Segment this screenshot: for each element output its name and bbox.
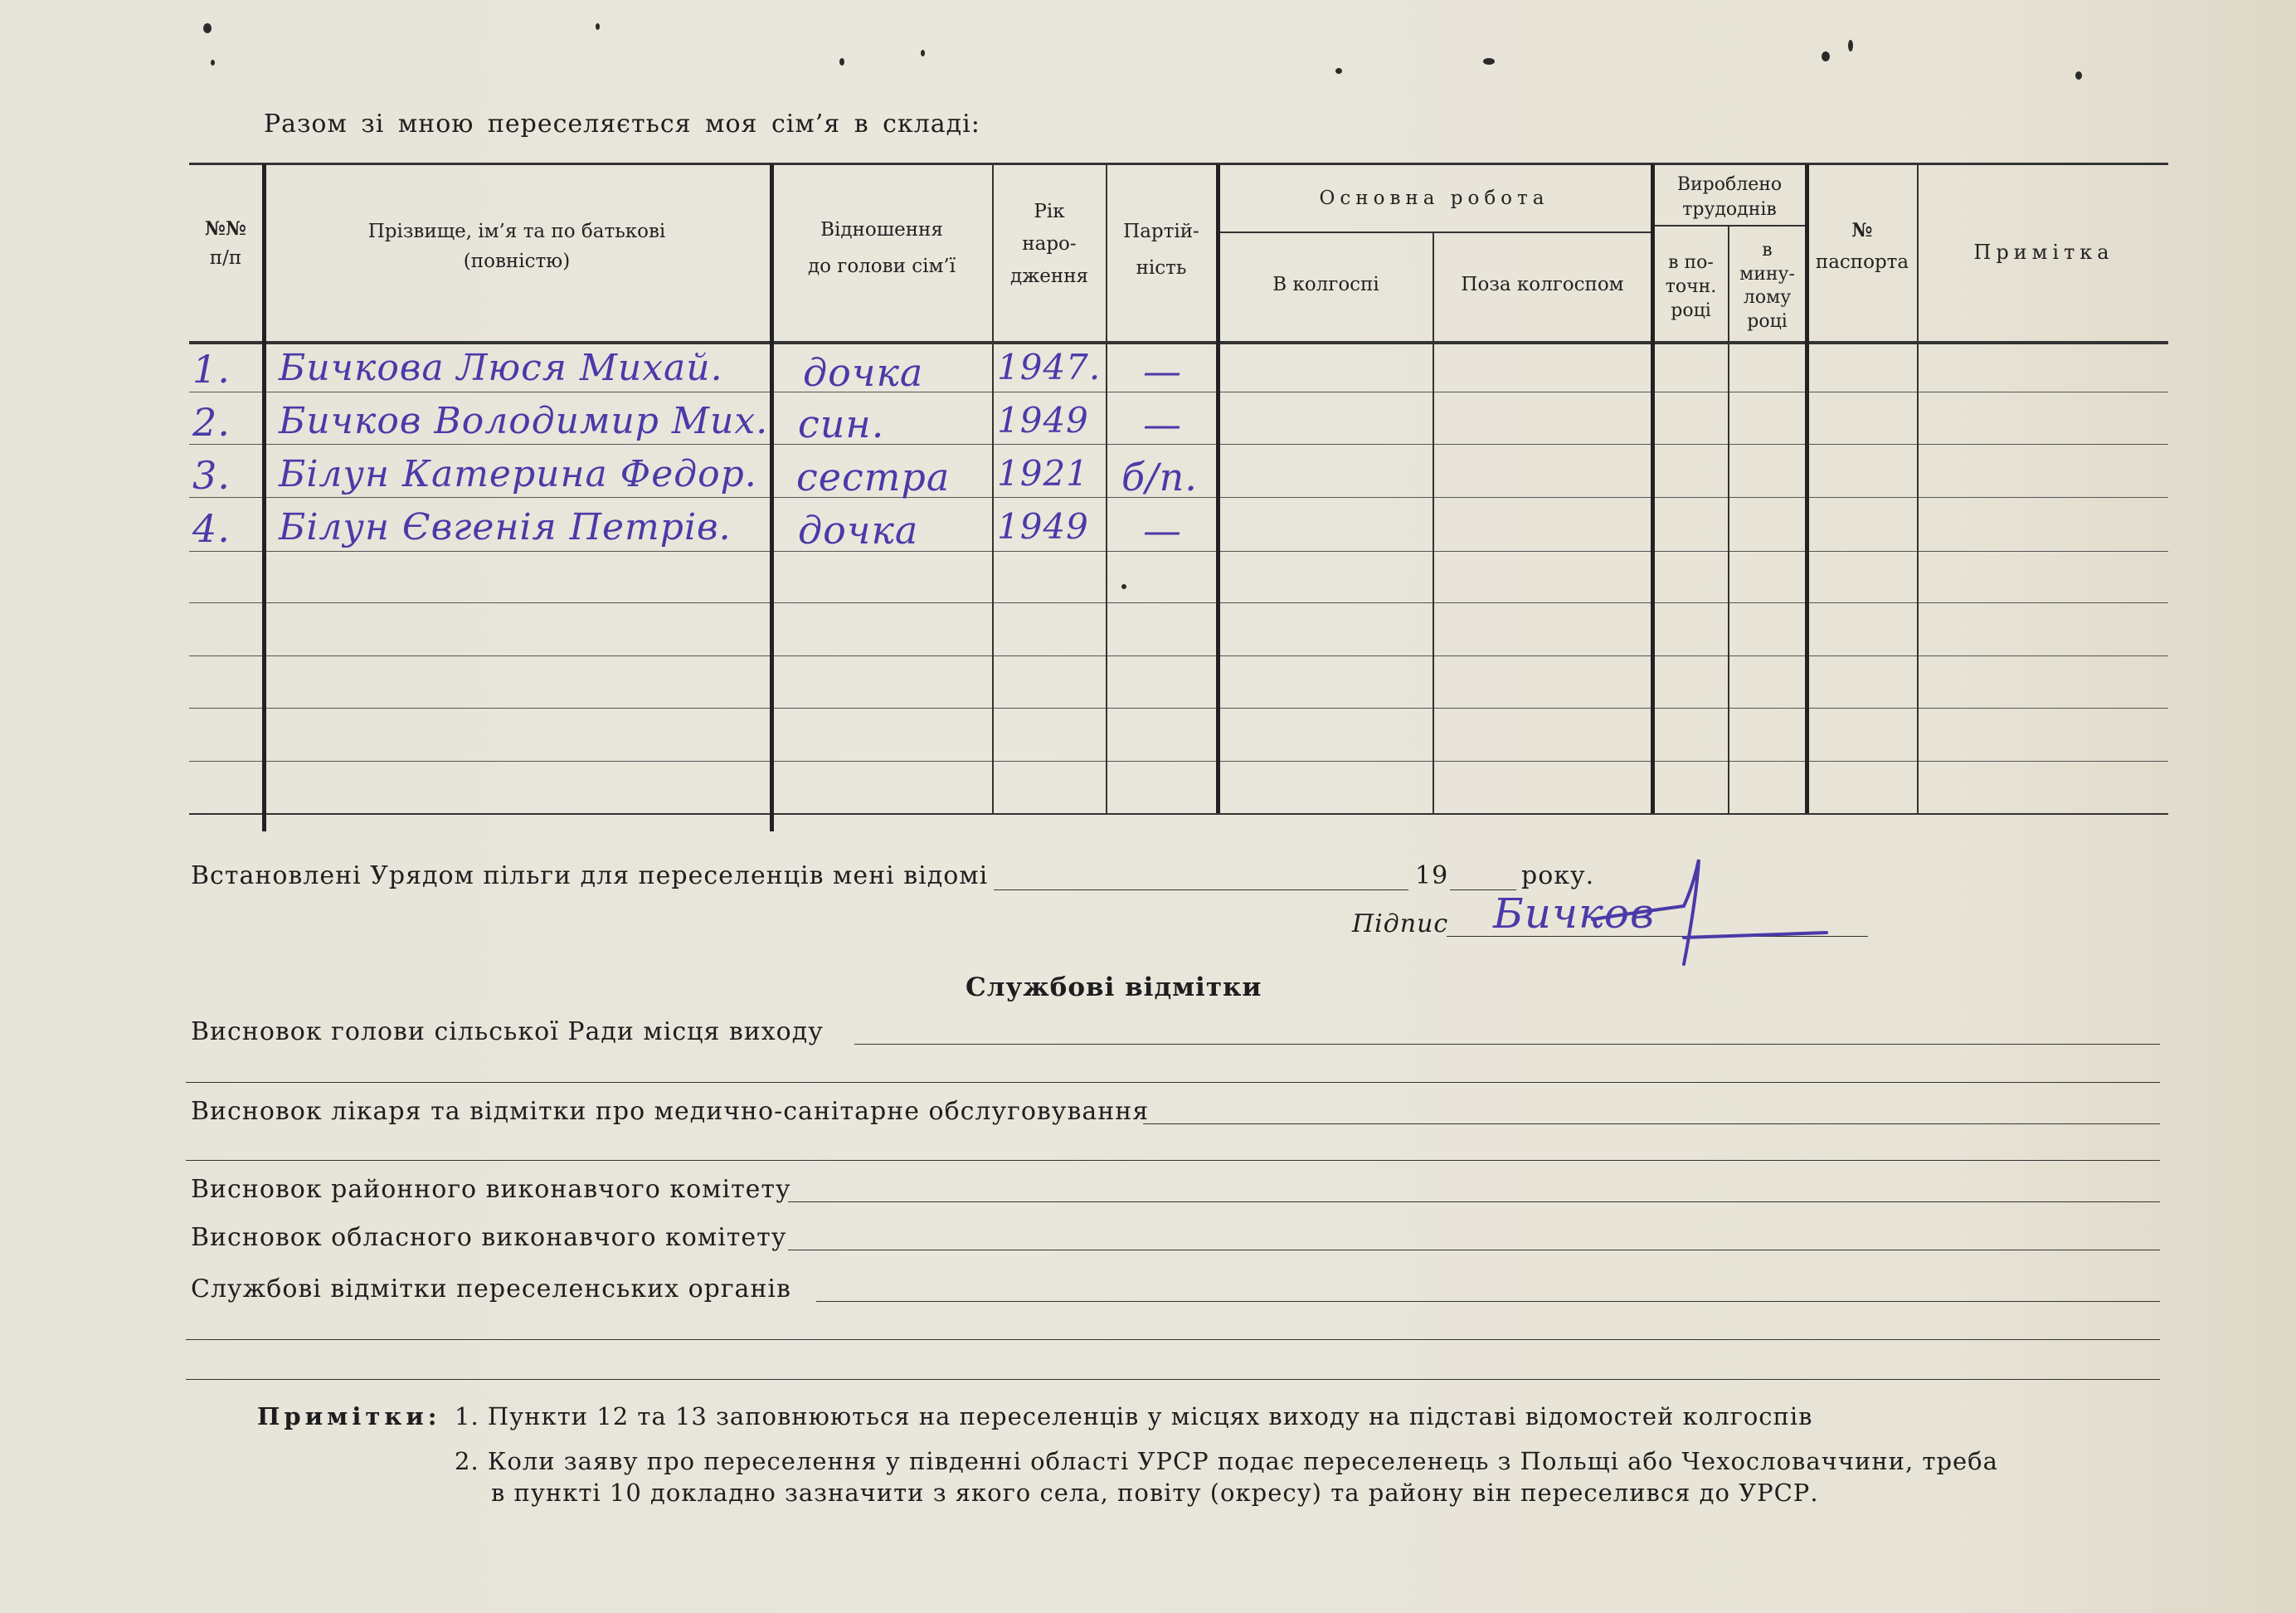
header-passport [1808,214,1916,279]
row-name: Білун Євгенія Петрів. [279,506,732,548]
speck [1848,40,1853,51]
header-cur-line: році [1671,300,1711,322]
row-divider [189,602,2168,603]
table-top-border [189,163,2168,165]
header-passport-line: паспорта [1815,251,1909,274]
row-party: — [1143,402,1182,446]
benefits-text: Встановлені Урядом пільги для переселенців мені відомі [191,861,989,890]
row-relation: син. [798,402,885,446]
conclusion-regional-committee: Висновок обласного виконавчого комітету [191,1223,787,1252]
speck [596,23,600,30]
resettlement-authority-marks: Службові відмітки переселенських органів [191,1274,791,1304]
row-name: Білун Катерина Федор. [279,453,757,495]
row-birth-year: 1949 [997,506,1089,547]
benefits-year-suffix: року. [1521,861,1595,890]
official-marks-title: Службові відмітки [966,972,1262,1002]
row-name: Бичкова Люся Михай. [279,347,723,389]
header-in-kolhosp: В колгоспі [1272,274,1379,295]
header-cur-line: в по- [1668,252,1714,273]
header-note: Примітка [1973,241,2114,264]
fill-line [186,1082,2160,1083]
row-number: 4. [192,506,231,551]
speck [921,50,925,56]
header-days-line: трудоднів [1682,198,1777,220]
speck [839,58,844,66]
header-workdays [1654,173,1805,222]
header-prev-line: році [1747,310,1788,332]
col-divider [1216,164,1220,813]
days-subheader-border [1651,225,1808,227]
header-prev-line: в [1762,240,1773,261]
header-prev-line: лому [1743,287,1792,309]
row-party: — [1143,508,1182,553]
signature-flourish [1559,855,1833,979]
work-subheader-border [1219,231,1651,233]
header-year-line: наро- [1022,233,1077,256]
conclusion-doctor: Висновок лікаря та відмітки про медично-санітарне обслуговування [191,1097,1150,1126]
note-2-continued: в пункті 10 докладно зазначити з якого села, повіту (окресу) та району він переселився до УРСР. [491,1479,1819,1507]
fill-line [1143,1123,2160,1124]
header-passport-line: № [1851,219,1873,241]
conclusion-village-council: Висновок голови сільської Ради місця виходу [191,1017,824,1046]
row-relation: дочка [798,508,919,553]
header-number-line: п/п [209,246,242,269]
signature-label: Підпис [1352,909,1449,938]
note-1: 1. Пункти 12 та 13 заповнюються на переселенців у місцях виходу на підставі відомостей колгоспів [455,1402,1813,1430]
header-prev-line: мину- [1739,263,1795,285]
header-main-work: Основна робота [1319,188,1549,209]
notes-label: Примітки: [257,1402,441,1430]
speck [1822,51,1830,61]
speck [1335,68,1342,74]
header-name-line: Прізвище, ім’я та по батькові [367,221,666,242]
conclusion-district-committee: Висновок районного виконавчого комітету [191,1175,791,1204]
header-party-line: Партій- [1123,221,1199,242]
row-birth-year: 1921 [997,453,1089,494]
row-birth-year: 1949 [997,400,1089,441]
header-relation-line: Відношення [820,219,943,241]
note-2: 2. Коли заяву про переселення у південні області УРСР подає переселенець з Польщі або Чехословаччини, треба [455,1447,1998,1475]
row-divider [189,708,2168,709]
header-birth-year [994,196,1105,293]
header-name [265,217,768,276]
handwritten-signature: Бичков [1493,889,1656,938]
row-name: Бичков Володимир Мих. [279,400,769,442]
header-number-line: №№ [205,217,246,240]
speck [1483,58,1495,65]
header-previous-year [1729,239,1805,334]
header-relation-line: до голови сім’ї [807,255,956,277]
table-header-bottom [189,341,2168,344]
benefits-year-prefix: 19 [1415,861,1449,890]
fill-line [854,1044,2160,1045]
row-relation: сестра [796,455,951,499]
header-current-year [1654,251,1728,323]
row-divider [189,655,2168,656]
row-party: б/п. [1121,455,1198,499]
fill-line [788,1201,2160,1202]
row-party: — [1143,348,1182,393]
header-cur-line: точн. [1665,276,1717,298]
row-number: 1. [192,347,231,392]
fill-line [186,1379,2160,1380]
speck [211,60,215,66]
col-divider [1917,164,1919,813]
header-outside-kolhosp: Поза колгоспом [1461,274,1624,295]
row-number: 3. [192,453,231,498]
header-year-line: дження [1009,266,1089,288]
speck [1121,584,1126,589]
speck [203,23,212,33]
row-birth-year: 1947. [997,347,1102,387]
row-divider [189,761,2168,762]
fill-line [186,1160,2160,1161]
header-relation [773,216,990,281]
fill-line [186,1339,2160,1340]
col-divider [1433,233,1434,813]
table-bottom-border [189,813,2168,815]
header-year-line: Рік [1034,201,1065,222]
row-number: 2. [192,400,231,445]
intro-text: Разом зі мною переселяється моя сім’я в складі: [264,110,980,139]
fill-line [816,1301,2160,1302]
header-party [1107,214,1215,286]
header-name-line: (повністю) [463,250,571,272]
header-number [189,214,262,273]
speck [2075,71,2082,80]
header-days-line: Вироблено [1676,174,1783,195]
benefits-fill-line [994,889,1408,890]
header-party-line: ність [1136,256,1187,279]
row-relation: дочка [803,350,924,395]
